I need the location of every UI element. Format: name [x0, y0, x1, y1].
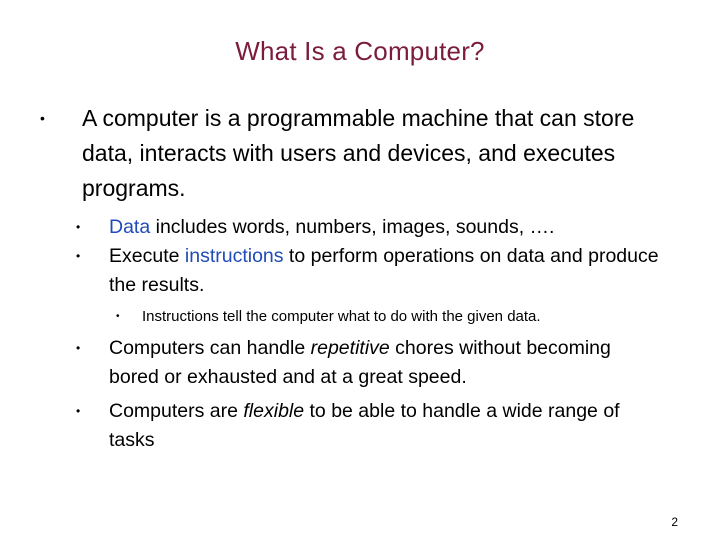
sub-bullet-data-text — [109, 213, 666, 242]
flexible-suffix: to be able to handle a wide range of tasks — [109, 400, 620, 451]
repetitive-prefix: Computers can handle — [109, 337, 311, 359]
sub-bullet-flexible-text — [109, 397, 666, 455]
sub-bullet-repetitive — [76, 334, 666, 392]
bullet-dot-icon: • — [76, 404, 81, 418]
bullet-1 — [40, 101, 640, 206]
execute-suffix: to perform operations on data and produce the results. — [109, 245, 659, 296]
sub-bullet-flexible — [76, 397, 666, 455]
data-term: Data — [109, 216, 151, 238]
execute-prefix: Execute — [109, 245, 185, 267]
bullet-dot-icon: • — [76, 341, 81, 355]
bullet-1-text: A computer is a programmable machine that can store data, interacts with users and devices, and executes programs. — [82, 105, 635, 201]
slide-title: What Is a Computer? — [235, 36, 485, 66]
bullet-dot-icon: • — [76, 249, 81, 263]
bullet-dot-icon: • — [76, 220, 81, 234]
sub-sub-bullet-instructions-text: Instructions tell the computer what to do with the given data. — [142, 308, 541, 325]
sub-bullet-repetitive-text — [109, 334, 666, 392]
flexible-prefix: Computers are — [109, 400, 244, 422]
sub-bullet-execute-text — [109, 242, 666, 300]
instructions-term: instructions — [184, 245, 284, 267]
page-number: 2 — [671, 515, 678, 529]
sub-bullet-execute — [76, 242, 666, 300]
sub-sub-bullet-instructions — [116, 307, 676, 327]
sub-bullet-data-body: includes words, numbers, images, sounds, …. — [150, 216, 555, 238]
sub-bullet-data — [76, 213, 666, 242]
repetitive-suffix: chores without becoming bored or exhausted and at a great speed. — [109, 337, 611, 388]
bullet-dot-icon: • — [116, 311, 120, 322]
repetitive-term: repetitive — [310, 337, 390, 359]
flexible-term: flexible — [243, 400, 305, 422]
bullet-dot-icon: • — [40, 110, 45, 126]
